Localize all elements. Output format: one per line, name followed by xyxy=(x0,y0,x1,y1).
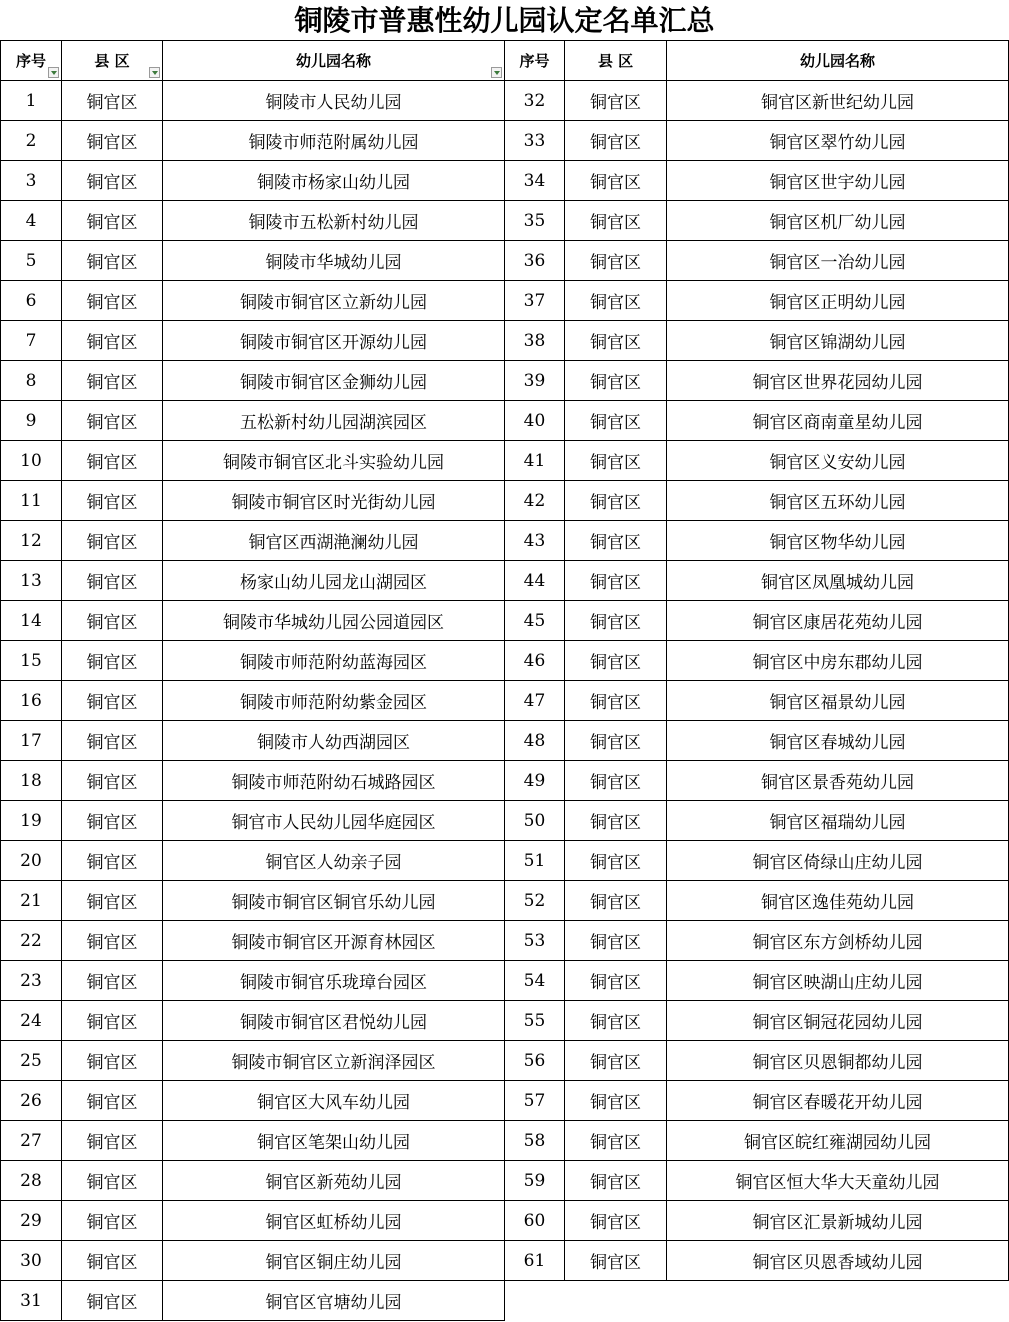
cell-district: 铜官区 xyxy=(565,121,667,161)
table-row xyxy=(1,681,1009,721)
cell-district: 铜官区 xyxy=(62,681,163,721)
cell-no: 4 xyxy=(1,201,62,241)
cell-district: 铜官区 xyxy=(565,241,667,281)
cell-no: 17 xyxy=(1,721,62,761)
cell-district: 铜官区 xyxy=(62,921,163,961)
cell-name: 铜官区世宇幼儿园 xyxy=(667,161,1009,201)
cell-district: 铜官区 xyxy=(565,521,667,561)
cell-district: 铜官区 xyxy=(565,401,667,441)
cell-district: 铜官区 xyxy=(62,1161,163,1201)
cell-name: 铜官区汇景新城幼儿园 xyxy=(667,1201,1009,1241)
table-row xyxy=(1,1121,1009,1161)
cell-name: 铜官区铜庄幼儿园 xyxy=(163,1241,505,1281)
cell-no: 52 xyxy=(505,881,565,921)
cell-name: 铜陵市铜官区北斗实验幼儿园 xyxy=(163,441,505,481)
cell-name: 铜官区皖红雍湖园幼儿园 xyxy=(667,1121,1009,1161)
cell-district: 铜官区 xyxy=(62,961,163,1001)
cell-district: 铜官区 xyxy=(62,1281,163,1321)
cell-no: 51 xyxy=(505,841,565,881)
page-title: 铜陵市普惠性幼儿园认定名单汇总 xyxy=(294,4,715,37)
cell-name: 铜陵市师范附幼蓝海园区 xyxy=(163,641,505,681)
table-row xyxy=(1,1281,1009,1321)
cell-no: 60 xyxy=(505,1201,565,1241)
table-row xyxy=(1,601,1009,641)
kindergarten-table xyxy=(0,40,1009,1321)
cell-no: 13 xyxy=(1,561,62,601)
cell-name: 铜官市人民幼儿园华庭园区 xyxy=(163,801,505,841)
cell-no: 59 xyxy=(505,1161,565,1201)
cell-district: 铜官区 xyxy=(565,721,667,761)
cell-name: 铜陵市华城幼儿园公园道园区 xyxy=(163,601,505,641)
cell-no: 27 xyxy=(1,1121,62,1161)
table-row xyxy=(1,561,1009,601)
cell-no: 6 xyxy=(1,281,62,321)
cell-district: 铜官区 xyxy=(62,1081,163,1121)
table-row xyxy=(1,1161,1009,1201)
cell-district: 铜官区 xyxy=(62,641,163,681)
cell-name: 铜陵市师范附属幼儿园 xyxy=(163,121,505,161)
cell-district: 铜官区 xyxy=(62,1241,163,1281)
cell-no: 26 xyxy=(1,1081,62,1121)
cell-name: 铜官区贝恩香域幼儿园 xyxy=(667,1241,1009,1281)
cell-district: 铜官区 xyxy=(62,1121,163,1161)
cell-no: 42 xyxy=(505,481,565,521)
cell-district: 铜官区 xyxy=(565,1041,667,1081)
cell-name: 铜陵市人民幼儿园 xyxy=(163,81,505,121)
table-row xyxy=(1,721,1009,761)
cell-name: 铜官区世界花园幼儿园 xyxy=(667,361,1009,401)
cell-no: 39 xyxy=(505,361,565,401)
table-row xyxy=(1,921,1009,961)
header-name: 幼儿园名称 xyxy=(163,41,505,81)
cell-name: 铜陵市师范附幼紫金园区 xyxy=(163,681,505,721)
cell-district: 铜官区 xyxy=(565,281,667,321)
cell-name: 铜官区贝恩铜都幼儿园 xyxy=(667,1041,1009,1081)
cell-no: 47 xyxy=(505,681,565,721)
table-row xyxy=(1,401,1009,441)
empty-cell xyxy=(565,1281,667,1321)
cell-no: 21 xyxy=(1,881,62,921)
table-row xyxy=(1,1081,1009,1121)
cell-no: 11 xyxy=(1,481,62,521)
cell-district: 铜官区 xyxy=(62,601,163,641)
cell-name: 铜官区恒大华大天童幼儿园 xyxy=(667,1161,1009,1201)
cell-name: 铜官区康居花苑幼儿园 xyxy=(667,601,1009,641)
cell-district: 铜官区 xyxy=(62,1001,163,1041)
cell-no: 48 xyxy=(505,721,565,761)
cell-district: 铜官区 xyxy=(62,201,163,241)
header-row xyxy=(1,41,1009,81)
cell-district: 铜官区 xyxy=(62,361,163,401)
cell-district: 铜官区 xyxy=(565,161,667,201)
cell-no: 56 xyxy=(505,1041,565,1081)
cell-district: 铜官区 xyxy=(62,1201,163,1241)
cell-district: 铜官区 xyxy=(62,81,163,121)
cell-name: 五松新村幼儿园湖滨园区 xyxy=(163,401,505,441)
cell-district: 铜官区 xyxy=(565,881,667,921)
cell-name: 铜官区新苑幼儿园 xyxy=(163,1161,505,1201)
filter-dropdown-icon[interactable] xyxy=(48,67,59,78)
cell-no: 30 xyxy=(1,1241,62,1281)
filter-dropdown-icon[interactable] xyxy=(491,67,502,78)
cell-name: 铜官区新世纪幼儿园 xyxy=(667,81,1009,121)
cell-no: 19 xyxy=(1,801,62,841)
cell-name: 铜陵市铜官区立新润泽园区 xyxy=(163,1041,505,1081)
cell-district: 铜官区 xyxy=(565,961,667,1001)
cell-district: 铜官区 xyxy=(565,841,667,881)
table-row xyxy=(1,81,1009,121)
cell-no: 14 xyxy=(1,601,62,641)
cell-no: 1 xyxy=(1,81,62,121)
cell-no: 58 xyxy=(505,1121,565,1161)
table-row xyxy=(1,881,1009,921)
cell-name: 铜官区锦湖幼儿园 xyxy=(667,321,1009,361)
cell-district: 铜官区 xyxy=(62,241,163,281)
table-row xyxy=(1,1241,1009,1281)
cell-name: 铜官区商南童星幼儿园 xyxy=(667,401,1009,441)
cell-no: 3 xyxy=(1,161,62,201)
cell-no: 34 xyxy=(505,161,565,201)
table-row xyxy=(1,761,1009,801)
cell-district: 铜官区 xyxy=(62,561,163,601)
table-row xyxy=(1,801,1009,841)
cell-name: 铜官区物华幼儿园 xyxy=(667,521,1009,561)
cell-district: 铜官区 xyxy=(565,481,667,521)
cell-name: 铜官区福景幼儿园 xyxy=(667,681,1009,721)
cell-name: 铜官区西湖滟澜幼儿园 xyxy=(163,521,505,561)
cell-district: 铜官区 xyxy=(62,721,163,761)
cell-district: 铜官区 xyxy=(565,441,667,481)
cell-name: 铜陵市华城幼儿园 xyxy=(163,241,505,281)
header-district: 县 区 xyxy=(62,41,163,81)
cell-no: 9 xyxy=(1,401,62,441)
cell-no: 12 xyxy=(1,521,62,561)
cell-district: 铜官区 xyxy=(62,841,163,881)
cell-no: 35 xyxy=(505,201,565,241)
cell-no: 28 xyxy=(1,1161,62,1201)
empty-cell xyxy=(505,1281,565,1321)
cell-name: 铜官区人幼亲子园 xyxy=(163,841,505,881)
cell-name: 铜陵市铜官区时光街幼儿园 xyxy=(163,481,505,521)
cell-name: 铜陵市铜官区金狮幼儿园 xyxy=(163,361,505,401)
cell-no: 46 xyxy=(505,641,565,681)
cell-name: 铜官区映湖山庄幼儿园 xyxy=(667,961,1009,1001)
table-row xyxy=(1,201,1009,241)
cell-no: 43 xyxy=(505,521,565,561)
cell-name: 铜官区大风车幼儿园 xyxy=(163,1081,505,1121)
cell-no: 37 xyxy=(505,281,565,321)
cell-district: 铜官区 xyxy=(565,1001,667,1041)
filter-dropdown-icon[interactable] xyxy=(149,67,160,78)
cell-district: 铜官区 xyxy=(62,1041,163,1081)
cell-no: 53 xyxy=(505,921,565,961)
cell-name: 铜官区倚绿山庄幼儿园 xyxy=(667,841,1009,881)
cell-no: 49 xyxy=(505,761,565,801)
cell-no: 18 xyxy=(1,761,62,801)
cell-no: 24 xyxy=(1,1001,62,1041)
cell-name: 铜官区一冶幼儿园 xyxy=(667,241,1009,281)
cell-name: 铜官区义安幼儿园 xyxy=(667,441,1009,481)
cell-district: 铜官区 xyxy=(565,81,667,121)
cell-name: 铜官区虹桥幼儿园 xyxy=(163,1201,505,1241)
cell-district: 铜官区 xyxy=(565,561,667,601)
cell-no: 20 xyxy=(1,841,62,881)
table-row xyxy=(1,1041,1009,1081)
cell-name: 铜官区凤凰城幼儿园 xyxy=(667,561,1009,601)
cell-no: 16 xyxy=(1,681,62,721)
cell-name: 铜官区东方剑桥幼儿园 xyxy=(667,921,1009,961)
cell-no: 61 xyxy=(505,1241,565,1281)
cell-no: 40 xyxy=(505,401,565,441)
cell-name: 铜陵市铜官区君悦幼儿园 xyxy=(163,1001,505,1041)
cell-district: 铜官区 xyxy=(62,521,163,561)
cell-no: 32 xyxy=(505,81,565,121)
cell-no: 57 xyxy=(505,1081,565,1121)
table-row xyxy=(1,361,1009,401)
cell-district: 铜官区 xyxy=(565,681,667,721)
cell-district: 铜官区 xyxy=(62,481,163,521)
table-row xyxy=(1,1201,1009,1241)
cell-name: 铜陵市杨家山幼儿园 xyxy=(163,161,505,201)
cell-name: 铜陵市铜官区开源幼儿园 xyxy=(163,321,505,361)
cell-name: 铜陵市铜官乐珑璋台园区 xyxy=(163,961,505,1001)
table-row xyxy=(1,441,1009,481)
header-no: 序号 xyxy=(1,41,62,81)
cell-name: 铜官区春城幼儿园 xyxy=(667,721,1009,761)
table-row xyxy=(1,1001,1009,1041)
cell-no: 5 xyxy=(1,241,62,281)
table-row xyxy=(1,521,1009,561)
table-row xyxy=(1,961,1009,1001)
table-row xyxy=(1,121,1009,161)
cell-no: 50 xyxy=(505,801,565,841)
table-row xyxy=(1,281,1009,321)
cell-district: 铜官区 xyxy=(62,281,163,321)
cell-no: 23 xyxy=(1,961,62,1001)
cell-district: 铜官区 xyxy=(565,801,667,841)
cell-district: 铜官区 xyxy=(62,441,163,481)
table-row xyxy=(1,481,1009,521)
cell-no: 38 xyxy=(505,321,565,361)
empty-cell xyxy=(667,1281,1009,1321)
table-row xyxy=(1,321,1009,361)
cell-name: 铜陵市铜官区铜官乐幼儿园 xyxy=(163,881,505,921)
cell-name: 铜陵市人幼西湖园区 xyxy=(163,721,505,761)
cell-district: 铜官区 xyxy=(62,881,163,921)
table-row xyxy=(1,161,1009,201)
cell-district: 铜官区 xyxy=(565,1121,667,1161)
cell-name: 铜官区官塘幼儿园 xyxy=(163,1281,505,1321)
cell-district: 铜官区 xyxy=(565,1081,667,1121)
cell-district: 铜官区 xyxy=(565,321,667,361)
header-no-right: 序号 xyxy=(505,41,565,81)
cell-name: 铜官区正明幼儿园 xyxy=(667,281,1009,321)
cell-district: 铜官区 xyxy=(565,1241,667,1281)
cell-no: 7 xyxy=(1,321,62,361)
cell-district: 铜官区 xyxy=(565,761,667,801)
cell-name: 铜陵市五松新村幼儿园 xyxy=(163,201,505,241)
cell-name: 铜官区翠竹幼儿园 xyxy=(667,121,1009,161)
cell-name: 铜官区铜冠花园幼儿园 xyxy=(667,1001,1009,1041)
cell-district: 铜官区 xyxy=(565,1161,667,1201)
cell-no: 25 xyxy=(1,1041,62,1081)
cell-name: 铜官区春暖花开幼儿园 xyxy=(667,1081,1009,1121)
cell-name: 铜官区笔架山幼儿园 xyxy=(163,1121,505,1161)
cell-no: 22 xyxy=(1,921,62,961)
cell-district: 铜官区 xyxy=(565,1201,667,1241)
cell-district: 铜官区 xyxy=(62,801,163,841)
cell-no: 55 xyxy=(505,1001,565,1041)
header-district-right: 县 区 xyxy=(565,41,667,81)
cell-name: 铜官区中房东郡幼儿园 xyxy=(667,641,1009,681)
cell-district: 铜官区 xyxy=(565,201,667,241)
cell-no: 15 xyxy=(1,641,62,681)
cell-name: 杨家山幼儿园龙山湖园区 xyxy=(163,561,505,601)
cell-name: 铜官区逸佳苑幼儿园 xyxy=(667,881,1009,921)
cell-name: 铜官区机厂幼儿园 xyxy=(667,201,1009,241)
cell-name: 铜陵市师范附幼石城路园区 xyxy=(163,761,505,801)
cell-district: 铜官区 xyxy=(62,161,163,201)
table-row xyxy=(1,241,1009,281)
cell-district: 铜官区 xyxy=(565,641,667,681)
cell-no: 29 xyxy=(1,1201,62,1241)
cell-district: 铜官区 xyxy=(565,601,667,641)
cell-district: 铜官区 xyxy=(62,121,163,161)
cell-name: 铜陵市铜官区立新幼儿园 xyxy=(163,281,505,321)
cell-no: 44 xyxy=(505,561,565,601)
cell-district: 铜官区 xyxy=(565,361,667,401)
cell-no: 45 xyxy=(505,601,565,641)
cell-no: 54 xyxy=(505,961,565,1001)
table-row xyxy=(1,841,1009,881)
cell-no: 2 xyxy=(1,121,62,161)
cell-district: 铜官区 xyxy=(62,401,163,441)
cell-district: 铜官区 xyxy=(565,921,667,961)
cell-no: 36 xyxy=(505,241,565,281)
table-row xyxy=(1,641,1009,681)
cell-name: 铜陵市铜官区开源育林园区 xyxy=(163,921,505,961)
cell-district: 铜官区 xyxy=(62,321,163,361)
cell-name: 铜官区景香苑幼儿园 xyxy=(667,761,1009,801)
cell-no: 33 xyxy=(505,121,565,161)
cell-name: 铜官区福瑞幼儿园 xyxy=(667,801,1009,841)
cell-name: 铜官区五环幼儿园 xyxy=(667,481,1009,521)
cell-no: 41 xyxy=(505,441,565,481)
cell-district: 铜官区 xyxy=(62,761,163,801)
cell-no: 31 xyxy=(1,1281,62,1321)
cell-no: 8 xyxy=(1,361,62,401)
cell-no: 10 xyxy=(1,441,62,481)
header-name-right: 幼儿园名称 xyxy=(667,41,1009,81)
